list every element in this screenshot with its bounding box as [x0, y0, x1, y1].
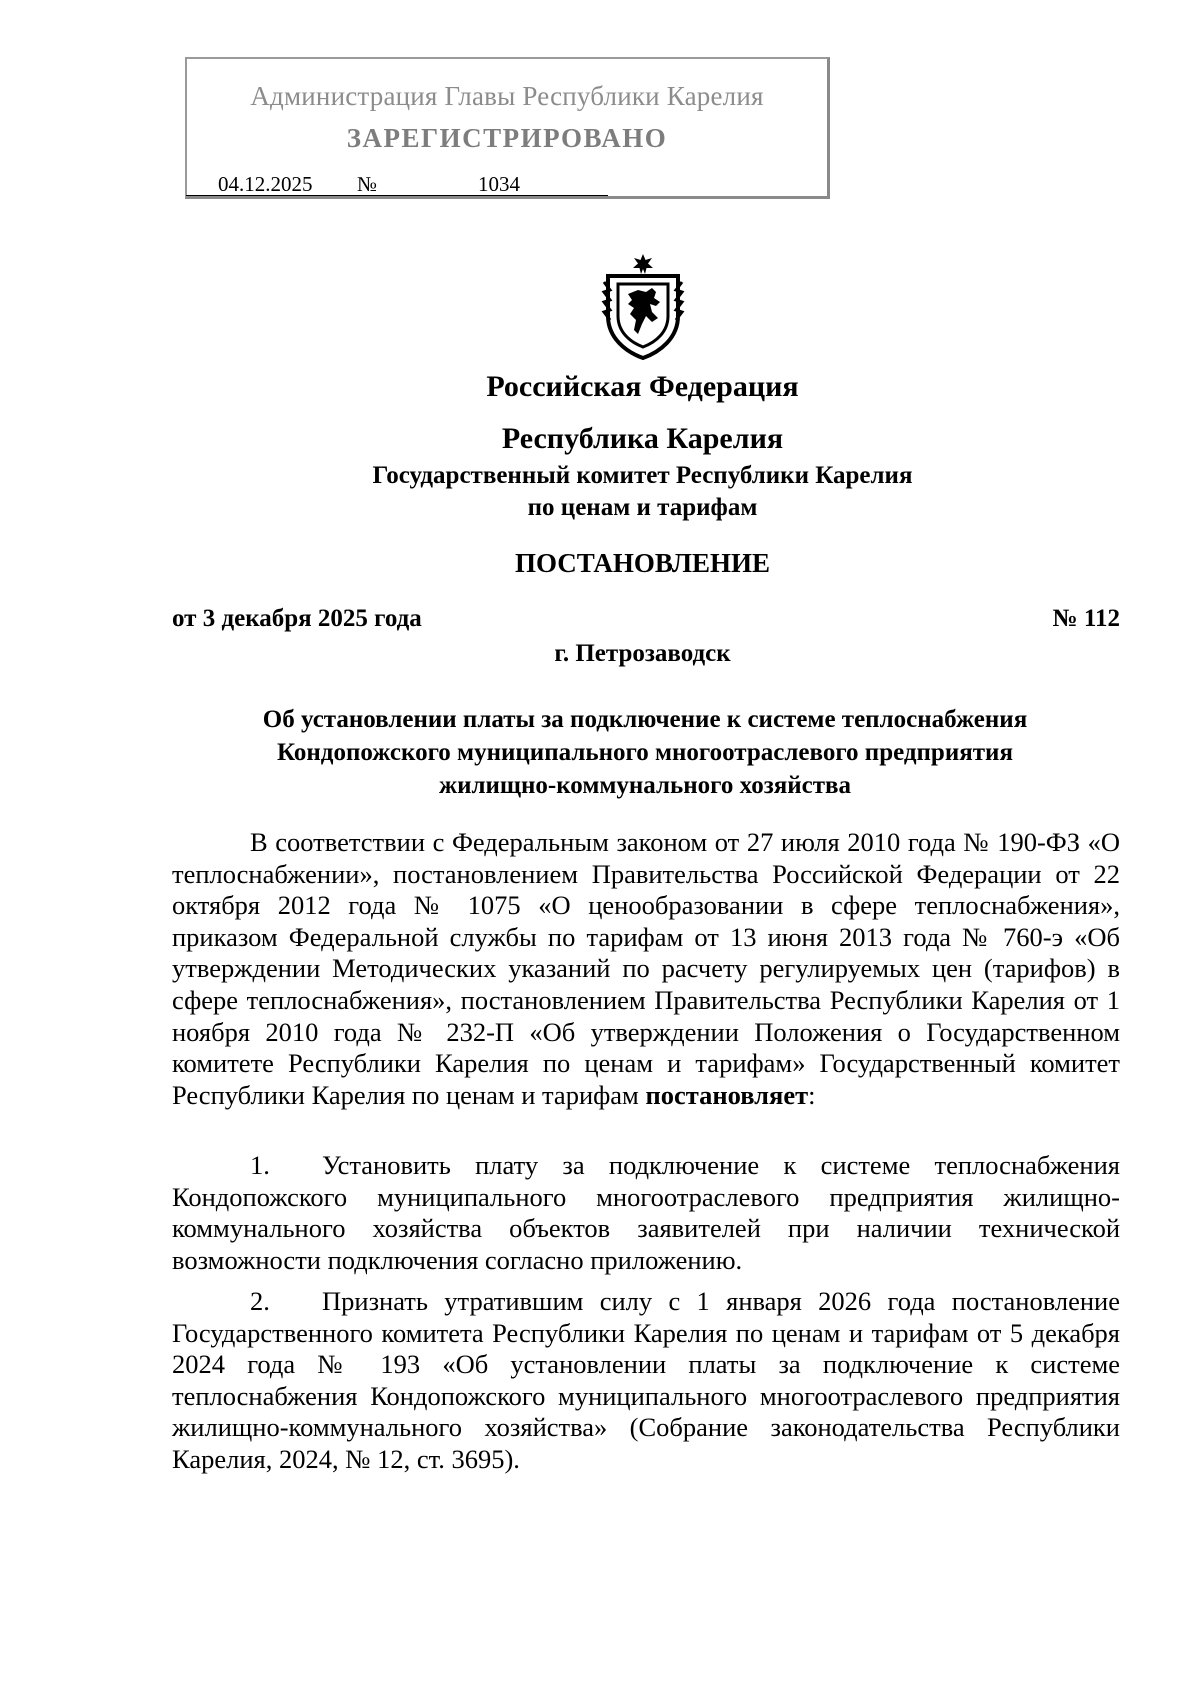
stamp-number-sign: № [357, 172, 378, 196]
document-type: ПОСТАНОВЛЕНИЕ [514, 548, 771, 578]
list-item [172, 1286, 1120, 1476]
document-date: от 3 декабря 2025 года [172, 605, 422, 632]
title-line-1: Об установлении платы за подключение к системе теплоснабжения [262, 706, 1028, 733]
list-item [172, 1150, 1120, 1276]
title-line-3: жилищно-коммунального хозяйства [438, 772, 852, 799]
title-line-2: Кондопожского муниципального многоотраслевого предприятия [277, 739, 1013, 766]
document-number: № 112 [1052, 605, 1120, 632]
stamp-date: 04.12.2025 [218, 172, 313, 196]
resolves-word: постановляет [645, 1079, 809, 1110]
karelia-coat-of-arms-icon [598, 252, 688, 362]
list-item-text: Признать утратившим силу с 1 января 2026 года постановление Государственного комитета Республики Карелия по ценам и тарифам от 5 декабря 2024 года № 193 «Об установлении платы за подключение к системе теплоснабжения Кондопожского муниципального многоотраслевого предприятия жилищно-коммунального хозяйства» (Собрание законодательства Республики Карелия, 2024, № 12, ст. 3695). [172, 1286, 1120, 1474]
preamble-paragraph [172, 827, 1120, 1111]
resolves-colon: : [808, 1079, 816, 1110]
stamp-number: 1034 [478, 172, 520, 196]
preamble-text: В соответствии с Федеральным законом от 27 июля 2010 года № 190-ФЗ «О теплоснабжении», постановлением Правительства Российской Федерации от 22 октября 2012 года № 1075 «О ценообразовании в сфере теплоснабжения», приказом Федеральной службы по тарифам от 13 июня 2013 года № 760-э «Об утверждении Методических указаний по расчету регулируемых цен (тарифов) в сфере теплоснабжения», постановлением Правительства Республики Карелия от 1 ноября 2010 года № 232-П «Об утверждении Положения о Государственном комитете Республики Карелия по ценам и тарифам» Государственный комитет Республики Карелия по ценам и тарифам [172, 827, 1120, 1110]
list-item-number: 2. [250, 1286, 270, 1316]
committee-heading-line2: по ценам и тарифам [527, 494, 758, 521]
country-heading: Российская Федерация [486, 370, 799, 403]
list-item-text: Установить плату за подключение к системе теплоснабжения Кондопожского муниципального многоотраслевого предприятия жилищно-коммунального хозяйства объектов заявителей при наличии технической возможности подключения согласно приложению. [172, 1150, 1120, 1275]
stamp-authority: Администрация Главы Республики Карелия [250, 81, 764, 111]
republic-heading: Республика Карелия [501, 422, 784, 455]
document-city: г. Петрозаводск [554, 640, 731, 667]
stamp-status: ЗАРЕГИСТРИРОВАНО [346, 123, 668, 153]
committee-heading-line1: Государственный комитет Республики Карелия [372, 462, 913, 489]
list-item-number: 1. [250, 1150, 270, 1180]
document-title [120, 703, 1170, 802]
